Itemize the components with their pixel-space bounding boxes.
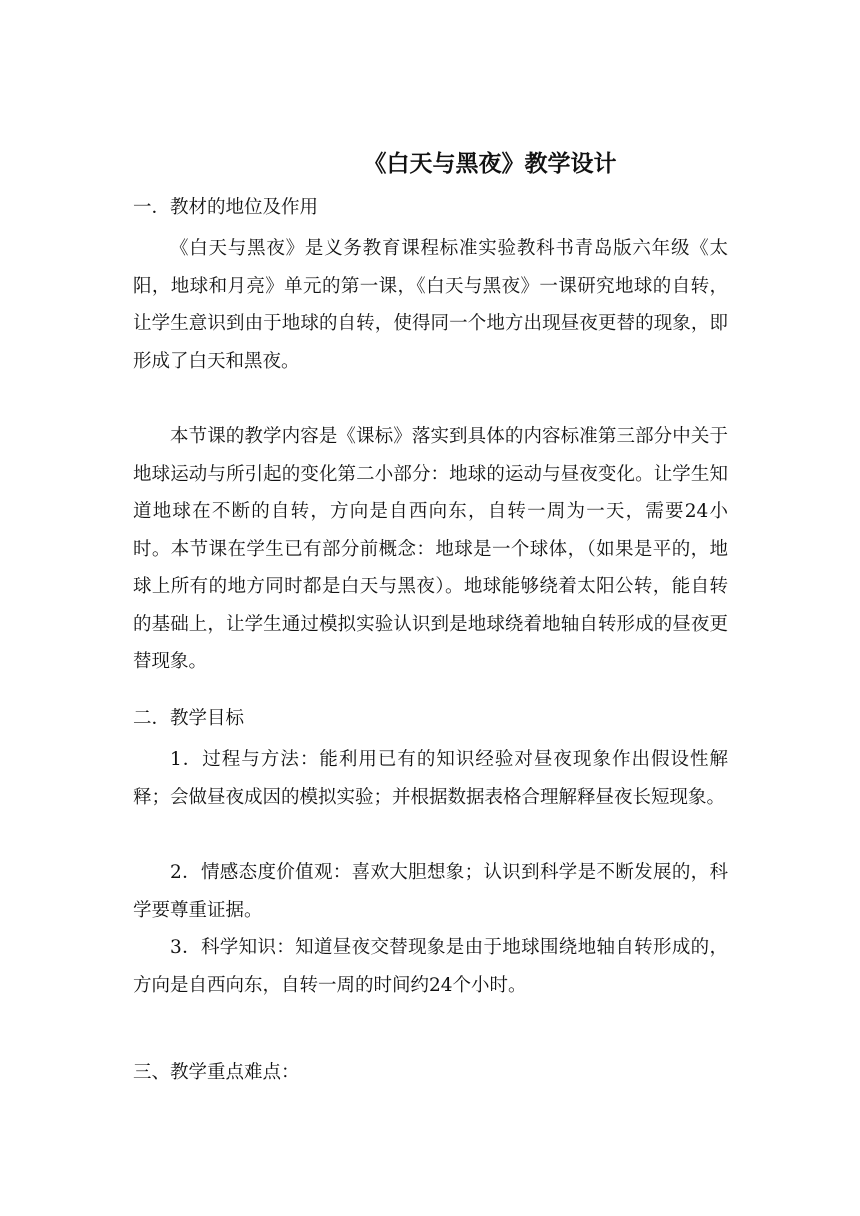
section-1-paragraph-1: 《白天与黑夜》是义务教育课程标准实验教科书青岛版六年级《太阳，地球和月亮》单元的第一课，《白天与黑夜》一课研究地球的自转，让学生意识到由于地球的自转，使得同一个地方出现昼夜更替的现象，即形成了白天和黑夜。 (133, 238, 728, 372)
section-2-paragraph-2: 2．情感态度价值观：喜欢大胆想象；认识到科学是不断发展的，科学要尊重证据。 (133, 862, 728, 921)
section-heading-1: 一．教材的地位及作用 (133, 197, 319, 218)
section-1-paragraph-2: 本节课的教学内容是《课标》落实到具体的内容标准第三部分中关于地球运动与所引起的变化第二小部分：地球的运动与昼夜变化。让学生知道地球在不断的自转，方向是自西向东，自转一周为一天，需要24小时。本节课在学生已有部分前概念：地球是一个球体，（如果是平的，地球上所有的地方同时都是白天与黑夜）。地球能够绕着太阳公转，能自转的基础上，让学生通过模拟实验认识到是地球绕着地轴自转形成的昼夜更替现象。 (133, 426, 728, 672)
section-heading-3: 三、教学重点难点： (133, 1062, 300, 1083)
document-title: 《白天与黑夜》教学设计 (363, 150, 617, 177)
section-2-paragraph-1: 1．过程与方法：能利用已有的知识经验对昼夜现象作出假设性解释；会做昼夜成因的模拟实验；并根据数据表格合理解释昼夜长短现象。 (133, 749, 728, 808)
section-2-paragraph-3: 3．科学知识：知道昼夜交替现象是由于地球围绕地轴自转形成的，方向是自西向东，自转一周的时间约24个小时。 (133, 937, 728, 996)
section-heading-2: 二．教学目标 (133, 708, 245, 729)
